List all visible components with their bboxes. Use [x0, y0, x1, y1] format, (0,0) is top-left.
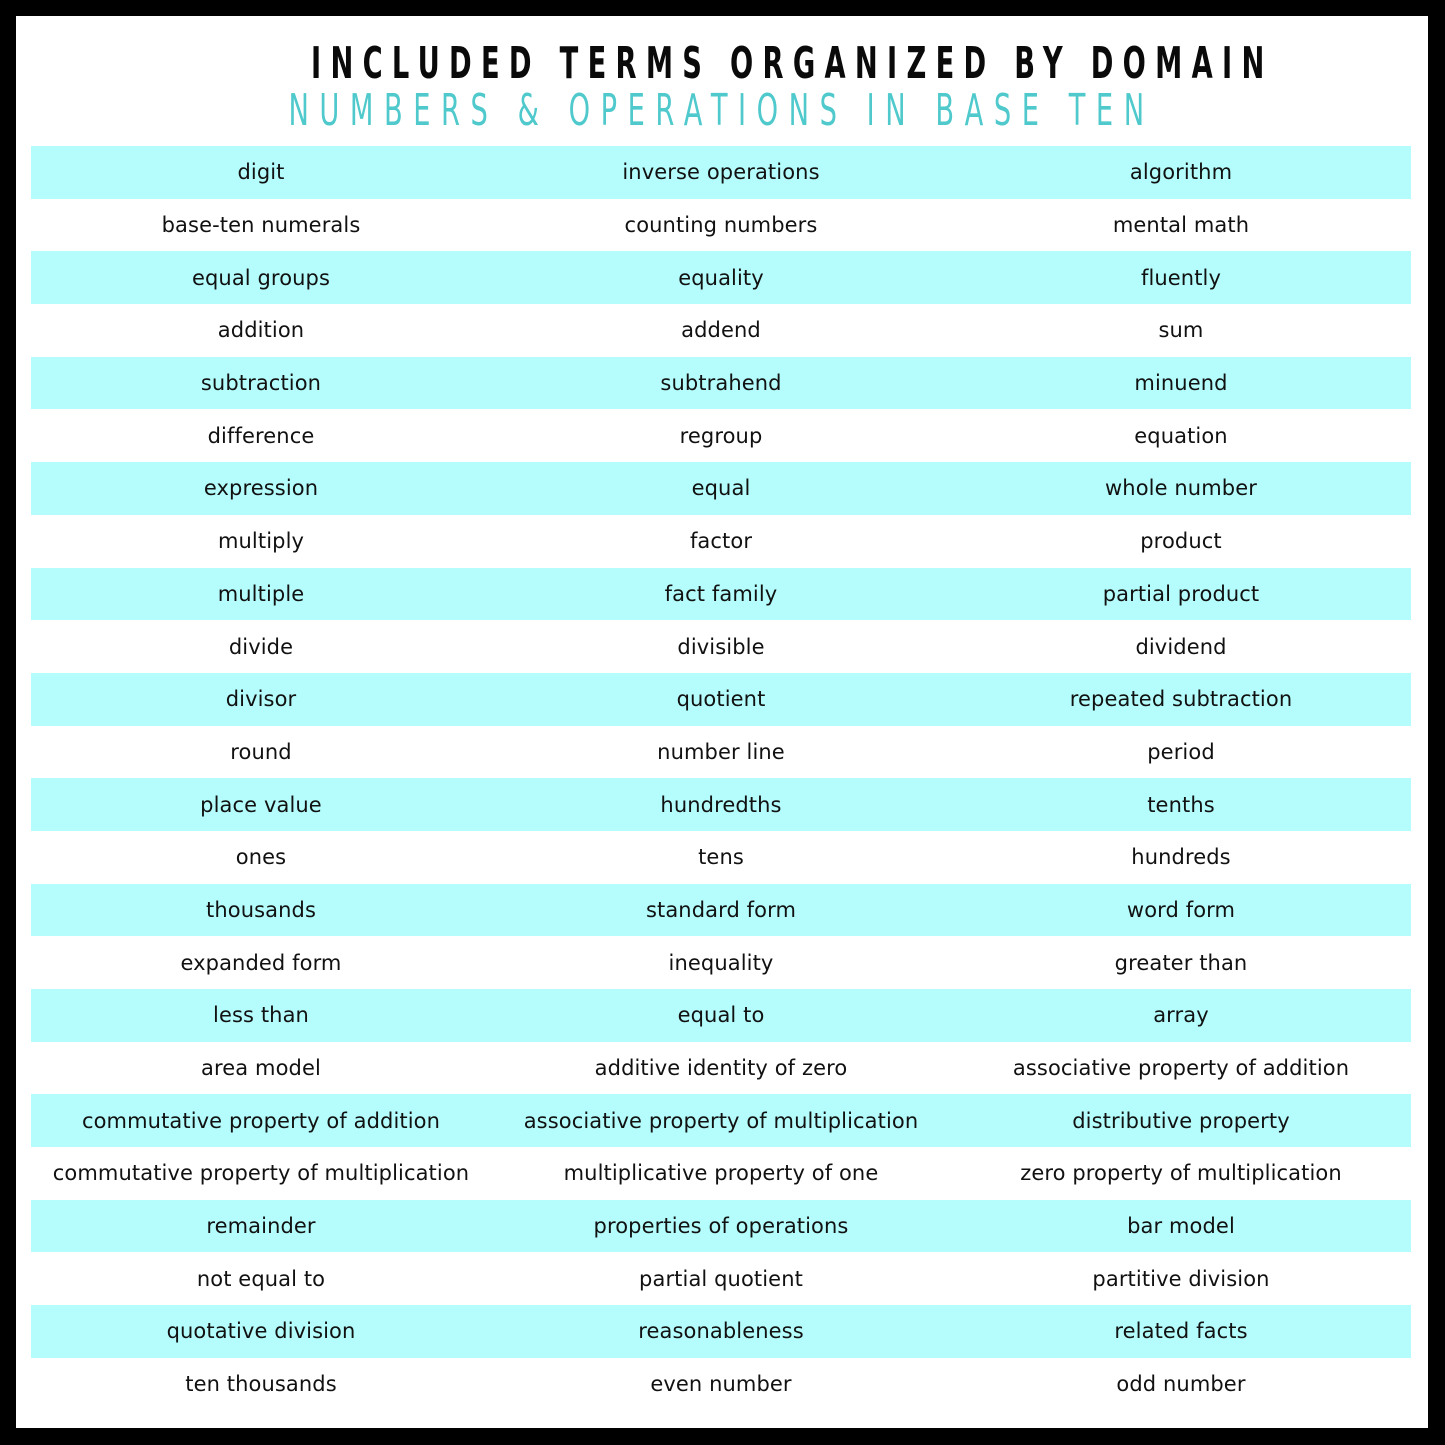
- term-cell: properties of operations: [593, 1214, 849, 1239]
- term-cell: dividend: [1135, 634, 1227, 659]
- term-cell: odd number: [1116, 1372, 1246, 1397]
- table-row: [31, 1094, 1411, 1147]
- term-cell: commutative property of addition: [81, 1108, 441, 1133]
- term-cell: product: [1140, 529, 1222, 554]
- term-cell: word form: [1126, 897, 1236, 922]
- term-cell: not equal to: [196, 1266, 326, 1291]
- term-cell: multiple: [217, 581, 305, 606]
- term-cell: quotative division: [166, 1319, 356, 1344]
- term-cell: inverse operations: [622, 160, 820, 185]
- term-cell: greater than: [1114, 950, 1248, 975]
- term-cell: algorithm: [1129, 160, 1233, 185]
- table-row: [31, 726, 1411, 779]
- term-cell: whole number: [1105, 476, 1257, 501]
- term-cell: additive identity of zero: [594, 1056, 848, 1081]
- table-row: [31, 1358, 1411, 1411]
- term-cell: round: [230, 739, 292, 764]
- term-cell: regroup: [679, 423, 763, 448]
- table-row: [31, 1147, 1411, 1200]
- term-cell: inequality: [668, 950, 774, 975]
- term-cell: even number: [650, 1372, 792, 1397]
- table-row: [31, 1305, 1411, 1358]
- table-row: [31, 304, 1411, 357]
- table-row: [31, 409, 1411, 462]
- term-cell: sum: [1158, 318, 1204, 343]
- terms-table: [31, 146, 1411, 1411]
- page-subtitle: [16, 85, 1428, 136]
- term-cell: associative property of multiplication: [523, 1108, 919, 1133]
- term-cell: counting numbers: [624, 213, 818, 238]
- term-cell: period: [1147, 739, 1215, 764]
- term-cell: repeated subtraction: [1069, 687, 1293, 712]
- term-cell: equality: [678, 265, 764, 290]
- term-cell: ones: [235, 845, 287, 870]
- term-cell: related facts: [1114, 1319, 1248, 1344]
- term-cell: partial product: [1102, 581, 1260, 606]
- term-cell: divisible: [677, 634, 765, 659]
- term-cell: fact family: [664, 581, 778, 606]
- table-row: [31, 673, 1411, 726]
- table-row: [31, 831, 1411, 884]
- term-cell: hundreds: [1131, 845, 1231, 870]
- term-cell: addend: [681, 318, 761, 343]
- term-cell: minuend: [1134, 371, 1228, 396]
- term-cell: partial quotient: [639, 1266, 803, 1291]
- header: [16, 16, 1428, 146]
- term-cell: hundredths: [660, 792, 782, 817]
- term-cell: zero property of multiplication: [1020, 1161, 1342, 1186]
- table-row: [31, 146, 1411, 199]
- table-row: [31, 989, 1411, 1042]
- table-row: [31, 515, 1411, 568]
- term-cell: factor: [689, 529, 753, 554]
- page-title: [16, 38, 1428, 89]
- term-cell: thousands: [206, 897, 316, 922]
- term-cell: ten thousands: [185, 1372, 337, 1397]
- term-cell: commutative property of multiplication: [52, 1161, 470, 1186]
- term-cell: area model: [201, 1056, 321, 1081]
- table-row: [31, 251, 1411, 304]
- table-row: [31, 1252, 1411, 1305]
- term-cell: difference: [207, 423, 315, 448]
- term-cell: divide: [228, 634, 294, 659]
- term-cell: array: [1153, 1003, 1209, 1028]
- term-cell: partitive division: [1092, 1266, 1270, 1291]
- term-cell: bar model: [1127, 1214, 1235, 1239]
- term-cell: associative property of addition: [1012, 1056, 1350, 1081]
- term-cell: divisor: [225, 687, 297, 712]
- term-cell: equation: [1134, 423, 1228, 448]
- page-title-text: INCLUDED TERMS ORGANIZED BY DOMAIN: [310, 38, 1274, 89]
- term-cell: tenths: [1147, 792, 1215, 817]
- document-page: [16, 16, 1428, 1428]
- table-row: [31, 462, 1411, 515]
- term-cell: subtrahend: [660, 371, 782, 396]
- table-row: [31, 568, 1411, 621]
- term-cell: tens: [698, 845, 744, 870]
- term-cell: distributive property: [1072, 1108, 1290, 1133]
- term-cell: less than: [213, 1003, 309, 1028]
- term-cell: equal to: [677, 1003, 765, 1028]
- term-cell: base-ten numerals: [161, 213, 361, 238]
- term-cell: reasonableness: [638, 1319, 804, 1344]
- table-row: [31, 620, 1411, 673]
- term-cell: quotient: [676, 687, 766, 712]
- term-cell: remainder: [206, 1214, 316, 1239]
- term-cell: equal groups: [191, 265, 331, 290]
- term-cell: subtraction: [200, 371, 322, 396]
- term-cell: expanded form: [180, 950, 342, 975]
- term-cell: addition: [217, 318, 305, 343]
- term-cell: number line: [657, 739, 785, 764]
- term-cell: fluently: [1140, 265, 1222, 290]
- term-cell: mental math: [1112, 213, 1250, 238]
- term-cell: digit: [237, 160, 285, 185]
- table-row: [31, 936, 1411, 989]
- table-row: [31, 884, 1411, 937]
- term-cell: expression: [203, 476, 319, 501]
- term-cell: equal: [691, 476, 751, 501]
- term-cell: multiply: [217, 529, 305, 554]
- table-row: [31, 357, 1411, 410]
- table-row: [31, 1200, 1411, 1253]
- table-row: [31, 199, 1411, 252]
- term-cell: place value: [200, 792, 322, 817]
- term-cell: standard form: [645, 897, 797, 922]
- term-cell: multiplicative property of one: [563, 1161, 879, 1186]
- table-row: [31, 1042, 1411, 1095]
- table-row: [31, 778, 1411, 831]
- page-subtitle-text: NUMBERS & OPERATIONS IN BASE TEN: [288, 85, 1156, 136]
